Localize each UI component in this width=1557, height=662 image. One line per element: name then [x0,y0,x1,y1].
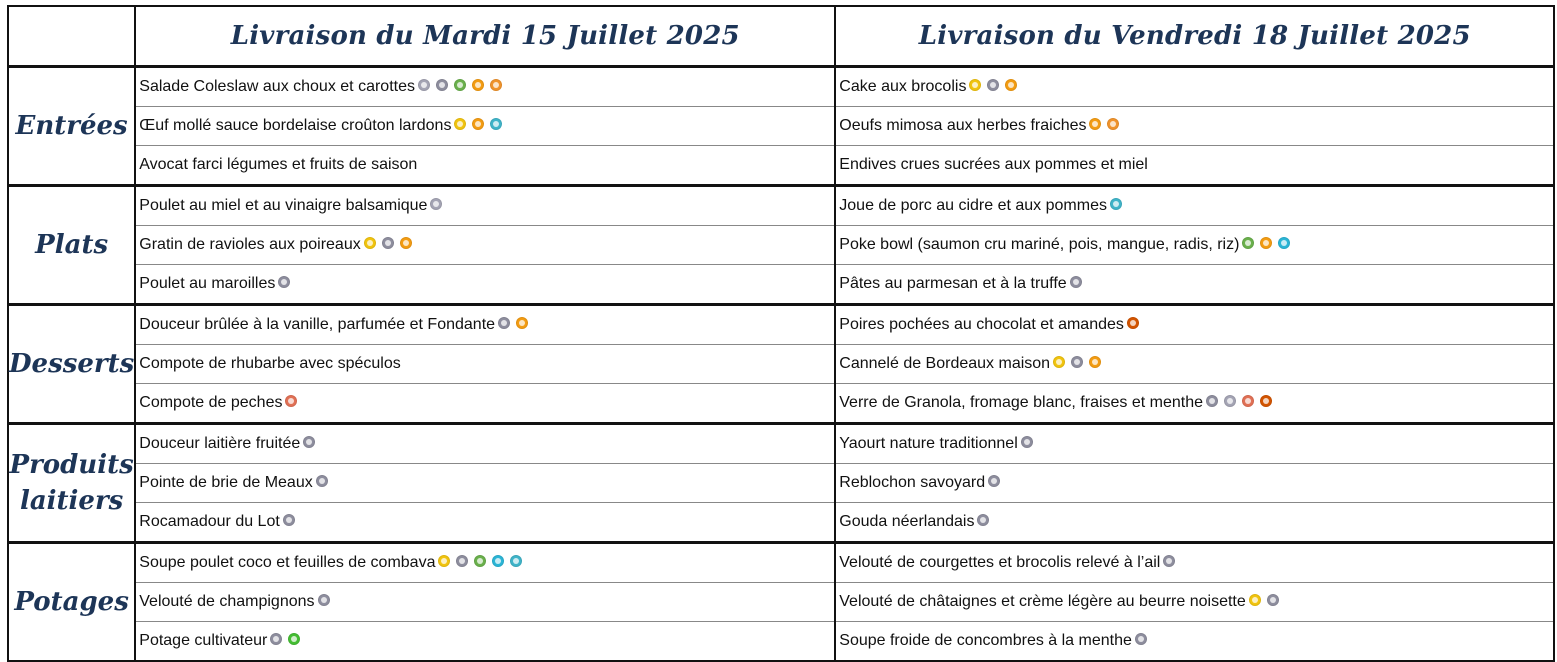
milk-icon [436,79,448,91]
dish-name: Rocamadour du Lot [139,513,280,530]
dish-name: Pâtes au parmesan et à la truffe [839,275,1067,292]
category-label: Produits laitiers [8,424,135,543]
allergen-icons [1089,118,1119,130]
dish-name: Œuf mollé sauce bordelaise croûton lardons [139,117,452,134]
allergen-icons [1206,395,1272,407]
dish-tuesday [135,345,835,384]
allergen-icons [364,237,412,249]
menu-row [8,345,1554,384]
allergen-icons [1070,276,1082,288]
category-label: Potages [8,543,135,662]
dish-tuesday [135,226,835,265]
allergen-icons [278,276,290,288]
allergen-icons [285,395,297,407]
dish-friday [835,226,1554,265]
dish-friday [835,265,1554,305]
menu-row [8,464,1554,503]
dish-name: Velouté de courgettes et brocolis relevé à l’ail [839,554,1161,571]
egg-icon [400,237,412,249]
allergen-icons [283,514,295,526]
menu-body [8,67,1554,662]
milk-icon [303,436,315,448]
milk-icon [382,237,394,249]
dish-name: Yaourt nature traditionnel [839,435,1018,452]
dish-name: Oeufs mimosa aux herbes fraiches [839,117,1087,134]
egg-icon [516,317,528,329]
milk-icon [278,276,290,288]
allergen-icons [969,79,1017,91]
dish-tuesday [135,464,835,503]
delivery-menu-table [7,5,1555,662]
dish-tuesday [135,622,835,662]
dish-tuesday [135,503,835,543]
dish-name: Compote de rhubarbe avec spéculos [139,355,401,372]
dish-friday [835,622,1554,662]
nut-icon [1260,395,1272,407]
menu-row [8,305,1554,345]
allergen-icons [1127,317,1139,329]
menu-row [8,107,1554,146]
dish-name: Salade Coleslaw aux choux et carottes [139,78,415,95]
dish-friday [835,345,1554,384]
dish-name: Poires pochées au chocolat et amandes [839,316,1124,333]
dish-name: Douceur laitière fruitée [139,435,301,452]
dish-friday [835,146,1554,186]
milk-icon [1163,555,1175,567]
dish-tuesday [135,265,835,305]
dish-name: Reblochon savoyard [839,474,986,491]
wheat-icon [364,237,376,249]
allergen-icons [316,475,328,487]
dish-friday [835,583,1554,622]
dish-friday [835,67,1554,107]
allergen-icons [318,594,330,606]
dish-name: Poulet au maroilles [139,275,276,292]
carrot-icon [490,79,502,91]
allergen-icons [498,317,528,329]
menu-row [8,384,1554,424]
wheat-icon [438,555,450,567]
leaf-icon [454,79,466,91]
allergen-icons [430,198,442,210]
wheat-icon [1053,356,1065,368]
menu-row [8,226,1554,265]
allergen-icons [454,118,502,130]
dish-name: Cake aux brocolis [839,78,967,95]
tree-icon [288,633,300,645]
milk-icon [988,475,1000,487]
peach-icon [285,395,297,407]
dish-tuesday [135,543,835,583]
category-label: Desserts [8,305,135,424]
allergen-icons [1249,594,1279,606]
egg-icon [472,118,484,130]
dish-name: Soupe froide de concombres à la menthe [839,632,1132,649]
wheat-icon [969,79,981,91]
allergen-icons [1053,356,1101,368]
allergen-icons [1110,198,1122,210]
header-friday: Livraison du Vendredi 18 Juillet 2025 [835,6,1554,67]
wheat-icon [1249,594,1261,606]
dish-name: Cannelé de Bordeaux maison [839,355,1051,372]
dish-tuesday [135,583,835,622]
menu-row [8,146,1554,186]
allergen-icons [418,79,502,91]
sheep-icon [1110,198,1122,210]
snowflake-icon [430,198,442,210]
snowflake-icon [1224,395,1236,407]
menu-row [8,67,1554,107]
dish-name: Douceur brûlée à la vanille, parfumée et Fondante [139,316,496,333]
milk-icon [456,555,468,567]
egg-icon [1089,118,1101,130]
milk-icon [316,475,328,487]
allergen-icons [1163,555,1175,567]
header-corner [8,6,135,67]
dish-name: Gratin de ravioles aux poireaux [139,236,361,253]
egg-icon [1260,237,1272,249]
dish-tuesday [135,305,835,345]
egg-icon [1005,79,1017,91]
dish-tuesday [135,186,835,226]
dish-name: Soupe poulet coco et feuilles de combava [139,554,436,571]
dish-friday [835,107,1554,146]
milk-icon [1071,356,1083,368]
sheep-icon [490,118,502,130]
menu-row [8,424,1554,464]
dish-tuesday [135,146,835,186]
egg-icon [1089,356,1101,368]
milk-icon [1135,633,1147,645]
allergen-icons [977,514,989,526]
dish-name: Compote de peches [139,394,283,411]
allergen-icons [438,555,522,567]
dish-friday [835,503,1554,543]
dish-tuesday [135,107,835,146]
dish-name: Velouté de châtaignes et crème légère au beurre noisette [839,593,1246,610]
milk-icon [270,633,282,645]
menu-row [8,503,1554,543]
milk-icon [977,514,989,526]
dish-name: Verre de Granola, fromage blanc, fraises et menthe [839,394,1204,411]
allergen-icons [1021,436,1033,448]
allergen-icons [270,633,300,645]
milk-icon [1267,594,1279,606]
allergen-icons [1242,237,1290,249]
dish-name: Pointe de brie de Meaux [139,474,313,491]
dish-tuesday [135,67,835,107]
menu-row [8,583,1554,622]
milk-icon [1070,276,1082,288]
menu-row [8,265,1554,305]
milk-icon [283,514,295,526]
dish-friday [835,424,1554,464]
menu-row [8,543,1554,583]
nut-icon [1127,317,1139,329]
fish-icon [1278,237,1290,249]
snowflake-icon [418,79,430,91]
dish-tuesday [135,384,835,424]
menu-row [8,622,1554,662]
menu-row [8,186,1554,226]
allergen-icons [988,475,1000,487]
dish-name: Velouté de champignons [139,593,315,610]
dish-friday [835,305,1554,345]
allergen-icons [303,436,315,448]
milk-icon [318,594,330,606]
allergen-icons [1135,633,1147,645]
leaf-icon [474,555,486,567]
leaf-icon [1242,237,1254,249]
dish-name: Potage cultivateur [139,632,268,649]
milk-icon [1021,436,1033,448]
milk-icon [987,79,999,91]
dish-friday [835,464,1554,503]
fish-icon [492,555,504,567]
dish-friday [835,186,1554,226]
milk-icon [1206,395,1218,407]
dish-name: Joue de porc au cidre et aux pommes [839,197,1107,214]
dish-name: Endives crues sucrées aux pommes et miel [839,156,1148,173]
milk-icon [498,317,510,329]
dish-friday [835,543,1554,583]
egg-icon [472,79,484,91]
wheat-icon [454,118,466,130]
sheep-icon [510,555,522,567]
header-tuesday: Livraison du Mardi 15 Juillet 2025 [135,6,835,67]
dish-friday [835,384,1554,424]
dish-name: Avocat farci légumes et fruits de saison [139,156,418,173]
dish-name: Poke bowl (saumon cru mariné, pois, mangue, radis, riz) [839,236,1240,253]
category-label: Plats [8,186,135,305]
carrot-icon [1107,118,1119,130]
peach-icon [1242,395,1254,407]
category-label: Entrées [8,67,135,186]
dish-name: Poulet au miel et au vinaigre balsamique [139,197,428,214]
dish-name: Gouda néerlandais [839,513,975,530]
dish-tuesday [135,424,835,464]
